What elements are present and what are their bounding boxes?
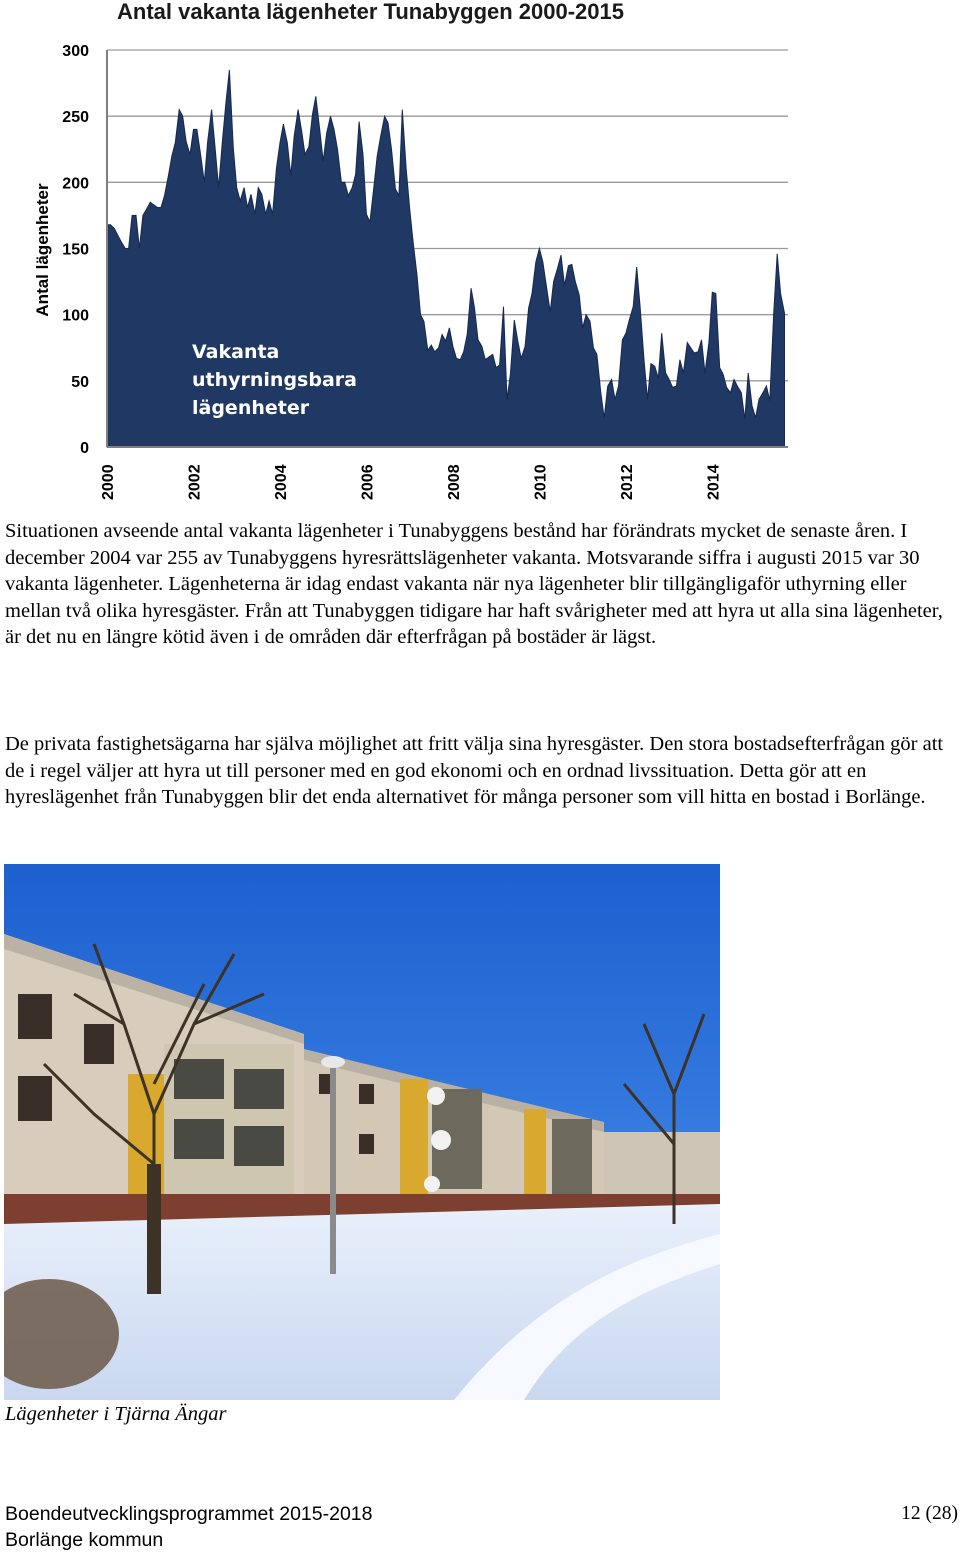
paragraph-private-landlords: De privata fastighetsägarna har själva möjlighet att fritt välja sina hyresgäster. Den stora bostadsefterfrågan gör att de i regel väljer att hyra ut till personer med en god ekonomi och en ordnad livssituation. Detta gör att en hyreslägenhet från Tunabyggen blir det enda alternativet för många personer som vill hitta en bostad i Borlänge. bbox=[5, 733, 944, 809]
footer-organization: Borlänge kommun bbox=[5, 1529, 164, 1551]
x-tick-label: 2000 bbox=[100, 464, 117, 500]
y-axis-ticks bbox=[62, 43, 89, 457]
series-label-line: lägenheter bbox=[192, 397, 310, 419]
chart-title: Antal vakanta lägenheter Tunabyggen 2000-2015 bbox=[117, 0, 624, 24]
paragraph-vacancy-situation: Situationen avseende antal vakanta lägenheter i Tunabyggens bestånd har förändrats mycket de senaste åren. I december 2004 var 255 av Tunabyggens hyresrättslägenheter vakanta. Motsvarande siffra i augusti 2015 var 30 vakanta lägenheter. Lägenheterna är idag endast vakanta när nya lägenheter blir tillgängligaför uthyrning eller mellan två olika hyresgäster. Från att Tunabyggen tidigare har haft svårigheter med att hyra ut alla sina lägenheter, är det nu en längre kötid även i de områden där efterfrågan på bostäder är lägst. bbox=[5, 520, 943, 649]
apartment-buildings-photo bbox=[4, 864, 720, 1400]
y-axis-label: Antal lägenheter bbox=[33, 183, 52, 317]
photo-caption: Lägenheter i Tjärna Ängar bbox=[5, 1403, 227, 1425]
y-tick-label: 0 bbox=[80, 440, 89, 457]
y-tick-label: 100 bbox=[62, 307, 89, 325]
footer-document-title: Boendeutvecklingsprogrammet 2015-2018 bbox=[5, 1503, 373, 1525]
y-tick-label: 200 bbox=[62, 175, 89, 193]
y-tick-label: 50 bbox=[71, 373, 89, 391]
series-label-line: Vakanta bbox=[192, 341, 280, 363]
y-tick-label: 250 bbox=[62, 109, 89, 127]
vacancy-chart bbox=[0, 0, 960, 510]
y-tick-label: 300 bbox=[62, 43, 89, 60]
x-tick-label: 2004 bbox=[272, 464, 290, 500]
x-axis-ticks bbox=[100, 464, 722, 500]
footer-page-number: 12 (28) bbox=[901, 1503, 958, 1524]
x-tick-label: 2008 bbox=[445, 464, 463, 500]
y-tick-label: 150 bbox=[62, 241, 89, 259]
x-tick-label: 2010 bbox=[532, 464, 550, 500]
x-tick-label: 2014 bbox=[705, 464, 723, 500]
x-tick-label: 2002 bbox=[186, 464, 204, 500]
x-tick-label: 2006 bbox=[359, 464, 377, 500]
series-label-line: uthyrningsbara bbox=[192, 369, 357, 391]
x-tick-label: 2012 bbox=[618, 464, 636, 500]
